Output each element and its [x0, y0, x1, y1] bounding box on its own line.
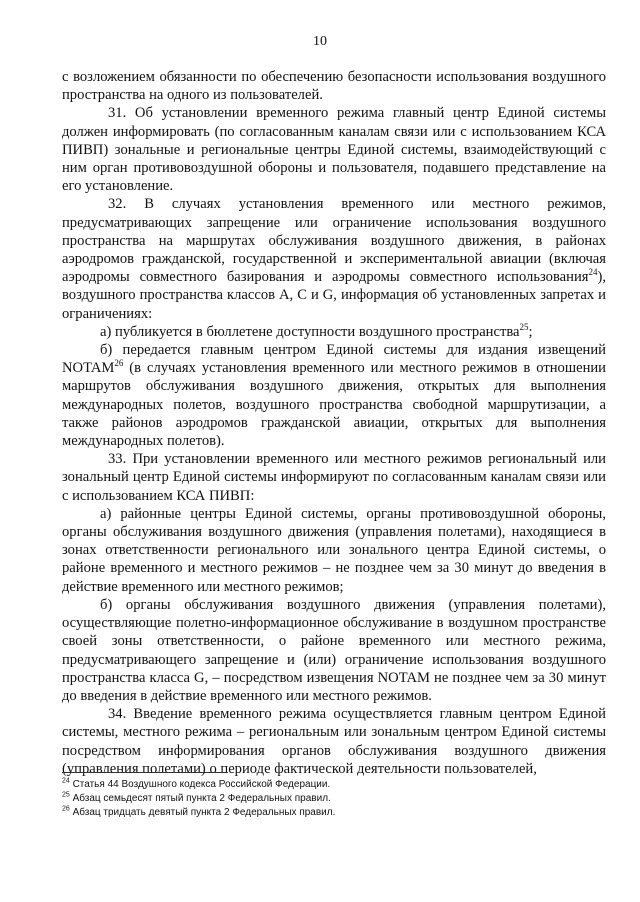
paragraph-31: 31. Об установлении временного режима главный центр Единой системы должен информировать (по согласованным каналам связи или с использованием КСА ПИВП) зональные и региональные центры Единой системы, взаимодействующий с ним орган противовоздушной обороны и пользователя, подавшего представление на его установление.: [62, 105, 606, 195]
paragraph-32: 32. В случаях установления временного или местного режимов, предусматривающих запрещение или ограничение использования воздушного пространства на маршрутах обслуживания воздушного движения, в районах аэродромов гражданской, государственной и экспериментальной авиации (включая аэродромы совместного базирования и аэродромы совместного использования$^{24}$), воздушного пространства классов А, С и G, информация об установленных запретах и ограничениях:: [62, 196, 606, 322]
footnote-25: $^{25}$ Абзац семьдесят пятый пункта 2 Федеральных правил.: [62, 791, 331, 804]
paragraph-34: 34. Введение временного режима осуществляется главным центром Единой системы, местного режима – региональным или зональным центром Единой системы посредством информирования органов обслуживания воздушного движения (управления полетами) о периоде фактической деятельности пользователей,: [62, 706, 606, 777]
paragraph-32-a: а) публикуется в бюллетене доступности воздушного пространства$^{25}$;: [100, 321, 533, 340]
footnote-26: $^{26}$ Абзац тридцать девятый пункта 2 Федеральных правил.: [62, 805, 336, 818]
body-text: [62, 68, 606, 778]
footnote-ref-26[interactable]: 26: [114, 358, 124, 369]
footnotes: [62, 778, 606, 820]
footnote-ref-24[interactable]: 24: [588, 267, 598, 278]
page-number: 10: [313, 34, 327, 49]
footnote-ref-25[interactable]: 25: [519, 321, 529, 332]
paragraph-continuation: с возложением обязанности по обеспечению безопасности использования воздушного пространства на одного из пользователей.: [62, 69, 606, 104]
footnote-divider: [62, 772, 228, 773]
paragraph-33-b: б) органы обслуживания воздушного движения (управления полетами), осуществляющие полетно-информационное обслуживание в воздушном пространстве своей зоны ответственности, о районе временного или местного режима, предусматривающего запрещение и (или) ограничение использования воздушного пространства класса G, – посредством извещения NOTAM не позднее чем за 30 минут до введения в действие временного или местного режимов.: [62, 596, 606, 704]
paragraph-33: 33. При установлении временного или местного режимов региональный или зональный центр Единой системы информируют по согласованным каналам связи или с использованием КСА ПИВП:: [62, 451, 606, 504]
footnote-24: $^{24}$ Статья 44 Воздушного кодекса Российской Федерации.: [62, 777, 331, 790]
paragraph-32-b: б) передается главным центром Единой системы для издания извещений NOTAM$^{26}$ (в случаях установления временного или местного режимов в отношении маршрутов обслуживания воздушного движения, открытых для выполнения международных полетов, воздушного пространства свободной маршрутизации, а также районов аэродромов гражданской авиации, открытых для выполнения международных полетов).: [62, 342, 606, 450]
paragraph-33-a: а) районные центры Единой системы, органы противовоздушной обороны, органы обслуживания воздушного движения (управления полетами), находящиеся в зонах ответственности регионального или зонального центра Единой системы, о районе временного и местного режимов – не позднее чем за 30 минут до введения в действие временного или местного режимов;: [62, 505, 606, 595]
